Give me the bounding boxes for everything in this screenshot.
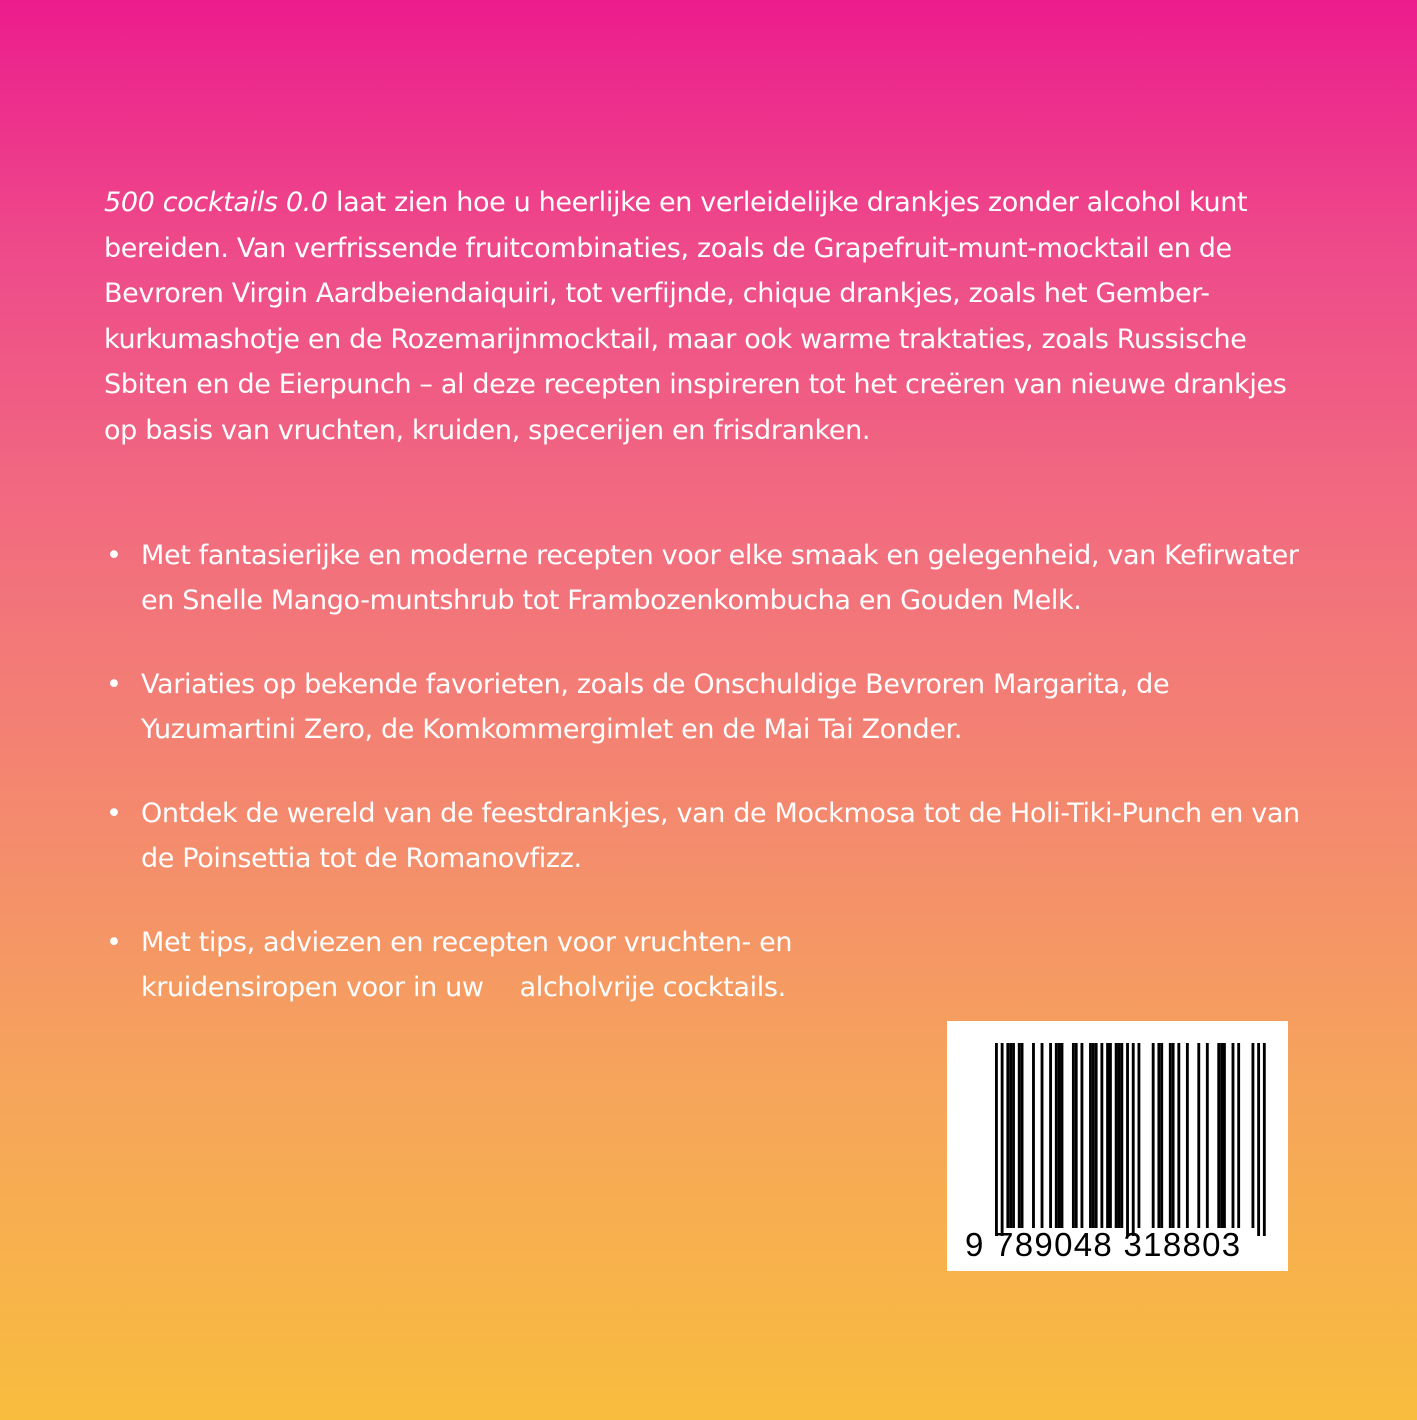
barcode-guard-bar bbox=[1126, 1043, 1129, 1236]
barcode-bar bbox=[1095, 1043, 1098, 1228]
barcode-bar bbox=[1055, 1043, 1058, 1228]
barcode-guard-bar bbox=[1132, 1043, 1135, 1236]
barcode-bar bbox=[1232, 1043, 1235, 1228]
barcode-guard-bar bbox=[1001, 1043, 1004, 1236]
barcode-bar bbox=[1217, 1043, 1220, 1228]
barcode-bar bbox=[1220, 1043, 1223, 1228]
barcode-bar bbox=[1072, 1043, 1075, 1228]
feature-text-continued: alcholvrije cocktails. bbox=[519, 972, 786, 1003]
blurb-paragraph bbox=[104, 180, 1304, 453]
barcode-bar bbox=[1009, 1043, 1012, 1228]
barcode-bar bbox=[1006, 1043, 1009, 1228]
barcode-bar bbox=[1160, 1043, 1163, 1228]
barcode-bar bbox=[1100, 1043, 1103, 1228]
barcode-bar bbox=[1206, 1043, 1209, 1228]
barcode-bar bbox=[1106, 1043, 1109, 1228]
barcode-bar bbox=[1252, 1043, 1255, 1228]
barcode-bar bbox=[1041, 1043, 1044, 1228]
barcode-bar bbox=[1109, 1043, 1112, 1228]
barcode-guard-bar bbox=[1263, 1043, 1266, 1236]
barcode-bar bbox=[1172, 1043, 1175, 1228]
bullet-icon: • bbox=[106, 798, 122, 829]
barcode-bar bbox=[1049, 1043, 1052, 1228]
feature-text: Met tips, adviezen en recepten voor vruchten- en kruidensiropen voor in uw bbox=[141, 927, 793, 1003]
barcode-guard-bar bbox=[995, 1043, 998, 1236]
barcode-bar bbox=[1152, 1043, 1155, 1228]
barcode-bar bbox=[1186, 1043, 1189, 1228]
barcode-bar bbox=[1081, 1043, 1084, 1228]
barcode-bar bbox=[1157, 1043, 1160, 1228]
feature-list bbox=[104, 533, 1304, 1010]
barcode-bar bbox=[1075, 1043, 1078, 1228]
barcode-guard-bar bbox=[1257, 1043, 1260, 1236]
barcode-bar bbox=[1089, 1043, 1092, 1228]
barcode-bar bbox=[1018, 1043, 1021, 1228]
barcode-bar bbox=[1237, 1043, 1240, 1228]
blurb-text: laat zien hoe u heerlijke en verleidelijke drankjes zonder alcohol kunt bereiden. Van verfrissende fruitcombinaties, zoals de Grapefruit-munt-mocktail en de Bevroren Virgin Aardbeiendaiquiri, tot verfijnde, chique drankjes, zoals het Gember-kurkumashotje en de Rozemarijnmocktail, maar ook warme traktaties, zoals Russische Sbiten en de Eierpunch – al deze recepten inspireren tot het creëren van nieuwe drankjes op basis van vruchten, kruiden, specerijen en frisdranken. bbox=[104, 187, 1287, 446]
barcode-bar bbox=[1120, 1043, 1123, 1228]
feature-item bbox=[104, 662, 1304, 752]
feature-text: Ontdek de wereld van de feestdrankjes, van de Mockmosa tot de Holi-Tiki-Punch en van de Poinsettia tot de Romanovfizz. bbox=[141, 798, 1300, 874]
barcode-bar bbox=[1058, 1043, 1061, 1228]
barcode-bar bbox=[1012, 1043, 1015, 1228]
barcode-label bbox=[947, 1021, 1288, 1271]
barcode-bar bbox=[1115, 1043, 1118, 1228]
bullet-icon: • bbox=[106, 669, 122, 700]
feature-text: Met fantasierijke en moderne recepten voor elke smaak en gelegenheid, van Kefirwater en Snelle Mango-muntshrub tot Frambozenkombucha en Gouden Melk. bbox=[141, 540, 1299, 616]
barcode-bar bbox=[1177, 1043, 1180, 1228]
bullet-icon: • bbox=[106, 540, 122, 571]
barcode-bar bbox=[1032, 1043, 1035, 1228]
barcode-bar bbox=[1169, 1043, 1172, 1228]
feature-item bbox=[104, 791, 1304, 881]
barcode-bar bbox=[1061, 1043, 1064, 1228]
feature-item bbox=[104, 920, 901, 1010]
barcode-bar bbox=[1118, 1043, 1121, 1228]
feature-text: Variaties op bekende favorieten, zoals de Onschuldige Bevroren Margarita, de Yuzumartini Zero, de Komkommergimlet en de Mai Tai Zonder. bbox=[141, 669, 1170, 745]
feature-item bbox=[104, 533, 1304, 623]
barcode-bar bbox=[1092, 1043, 1095, 1228]
barcode-bar bbox=[1138, 1043, 1141, 1228]
barcode-bar bbox=[1223, 1043, 1226, 1228]
isbn-number: 9 789048 318803 bbox=[965, 1226, 1242, 1263]
barcode-bar bbox=[1021, 1043, 1024, 1228]
book-title-italic: 500 cocktails 0.0 bbox=[104, 187, 328, 218]
bullet-icon: • bbox=[106, 927, 122, 958]
barcode-bar bbox=[1197, 1043, 1200, 1228]
